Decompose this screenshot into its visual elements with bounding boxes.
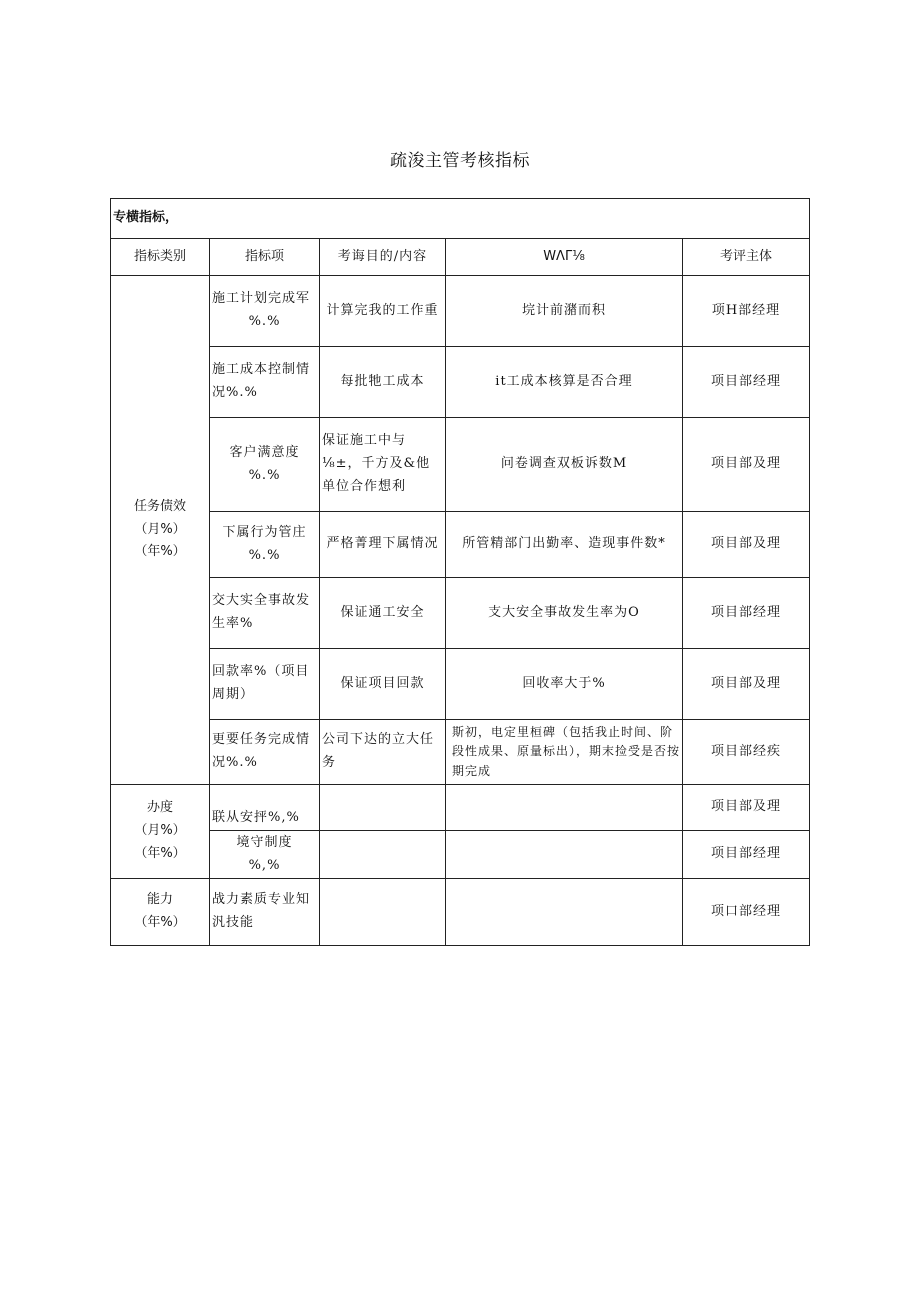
purpose-cell: 每批牠工成本 — [320, 347, 446, 418]
item-label: 施工计划完成军 — [212, 291, 311, 307]
category-monthly-weight: （月%） — [134, 823, 186, 839]
item-cell: 联从安抨%,% — [210, 785, 320, 831]
item-label: 客户满意度 — [229, 444, 300, 460]
standard-cell — [446, 785, 683, 831]
header-item: 指标项 — [210, 239, 320, 276]
table-row — [111, 785, 810, 831]
section-label: 专横指标， — [111, 199, 810, 239]
section-row — [111, 199, 810, 239]
table-row — [111, 649, 810, 720]
item-weight: %,% — [248, 857, 281, 873]
evaluator-cell: 项目部经理 — [683, 347, 810, 418]
evaluator-cell: 项目部经疾 — [683, 720, 810, 785]
evaluator-cell: 项目部及理 — [683, 785, 810, 831]
table-row — [111, 879, 810, 946]
table-row — [111, 720, 810, 785]
item-weight: %.% — [248, 314, 281, 329]
standard-cell: 支大安全事故发生率为O — [446, 578, 683, 649]
item-weight: %.% — [248, 547, 281, 563]
category-ability — [111, 879, 210, 946]
standard-cell: 所管精部门出勤率、造现事件数* — [446, 512, 683, 578]
table-row — [111, 578, 810, 649]
purpose-cell — [320, 785, 446, 831]
evaluator-cell: 项H部经理 — [683, 276, 810, 347]
item-cell: 战力素质专业知汎技能 — [210, 879, 320, 946]
evaluator-cell: 项目部及理 — [683, 512, 810, 578]
assessment-table — [110, 198, 810, 946]
evaluator-cell: 项口部经理 — [683, 879, 810, 946]
item-cell: 交大实全事故发生率% — [210, 578, 320, 649]
category-task-performance — [111, 276, 210, 785]
item-cell — [210, 276, 320, 347]
evaluator-cell: 项目部及理 — [683, 649, 810, 720]
table-row — [111, 276, 810, 347]
item-cell: 更要任务完成情况%.% — [210, 720, 320, 785]
purpose-cell: 保证通工安全 — [320, 578, 446, 649]
standard-cell: 斯初，电定里桓碑（包括我止时间、阶段性成果、原量标出），期末捡受是否按期完成 — [446, 720, 683, 785]
purpose-cell: 严格菁理下属情况 — [320, 512, 446, 578]
item-label: 下属行为管庄 — [222, 524, 307, 540]
purpose-cell: 保证施工中与⅛±，千方及&他单位合作想利 — [320, 418, 446, 512]
page-title: 疏浚主管考核指标 — [390, 151, 530, 171]
item-cell: 回款率%（项目周期） — [210, 649, 320, 720]
item-label: 境守制度 — [236, 834, 293, 850]
category-yearly-weight: （年%） — [134, 915, 186, 930]
header-row — [111, 239, 810, 276]
header-purpose: 考诲目的/内容 — [320, 239, 446, 276]
table-row — [111, 831, 810, 879]
purpose-cell: 保证项目回款 — [320, 649, 446, 720]
item-cell — [210, 418, 320, 512]
table-row — [111, 347, 810, 418]
category-label: 任务债效 — [133, 498, 186, 514]
purpose-cell: 计算完我的工作重 — [320, 276, 446, 347]
category-label: 办度 — [146, 800, 173, 816]
evaluator-cell: 项目部经理 — [683, 578, 810, 649]
standard-cell: 回收率大于% — [446, 649, 683, 720]
standard-cell — [446, 831, 683, 879]
table-row — [111, 512, 810, 578]
purpose-cell — [320, 879, 446, 946]
category-yearly-weight: （年%） — [134, 845, 186, 861]
header-category: 指标类别 — [111, 239, 210, 276]
category-attitude — [111, 785, 210, 879]
header-evaluator: 考评主体 — [683, 239, 810, 276]
item-cell — [210, 831, 320, 879]
item-weight: %.% — [248, 467, 281, 483]
purpose-cell: 公司下达的立大任务 — [320, 720, 446, 785]
category-label: 能力 — [146, 892, 173, 908]
standard-cell: 问卷调查双板诉数M — [446, 418, 683, 512]
item-cell — [210, 512, 320, 578]
standard-cell: it工成本核算是否合理 — [446, 347, 683, 418]
standard-cell: 垸计前潴而积 — [446, 276, 683, 347]
table-row — [111, 418, 810, 512]
evaluator-cell: 项目部经理 — [683, 831, 810, 879]
purpose-cell — [320, 831, 446, 879]
category-yearly-weight: （年%） — [134, 544, 186, 560]
standard-cell — [446, 879, 683, 946]
evaluator-cell: 项目部及理 — [683, 418, 810, 512]
header-standard: WΛΓ⅛ — [446, 239, 683, 276]
category-monthly-weight: （月%） — [134, 521, 186, 537]
item-cell: 施工成本控制情况%.% — [210, 347, 320, 418]
